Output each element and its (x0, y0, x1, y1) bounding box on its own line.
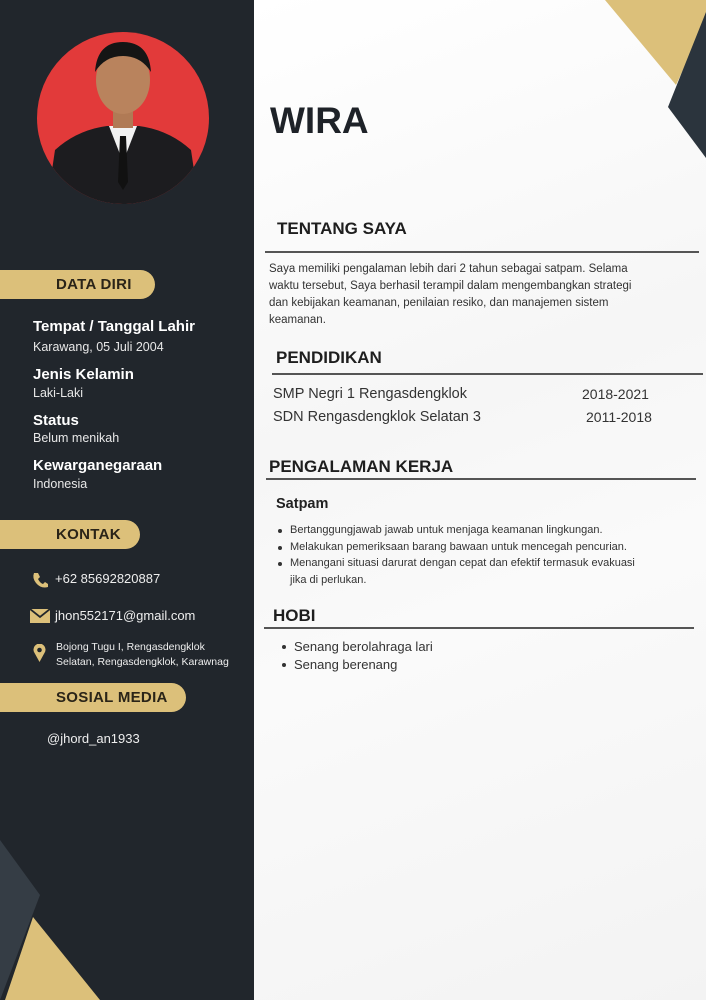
experience-heading: PENGALAMAN KERJA (269, 457, 454, 476)
hobby-item: Senang berenang (280, 656, 433, 674)
phone-icon (31, 571, 49, 589)
sosial-media-heading: SOSIAL MEDIA (0, 683, 186, 712)
divider (266, 478, 696, 480)
about-line: waktu tersebut, Saya berhasil terampil dalam mengembangkan strategi (269, 280, 632, 292)
phone-number[interactable]: +62 85692820887 (55, 571, 161, 586)
about-line: Saya memiliki pengalaman lebih dari 2 tahun sebagai satpam. Selama (269, 263, 628, 275)
education-years: 2018-2021 (582, 386, 649, 402)
person-name: WIRA (270, 100, 369, 141)
experience-item-continued: jika di perlukan. (290, 573, 367, 586)
gender-value: Laki-Laki (33, 386, 84, 400)
hobby-item: Senang berolahraga lari (280, 638, 433, 656)
education-heading: PENDIDIKAN (276, 348, 382, 367)
profile-photo (37, 32, 209, 204)
address-line: Selatan, Rengasdengklok, Karawnag (56, 656, 229, 668)
email-icon (30, 609, 50, 623)
citizenship-label: Kewarganegaraan (33, 457, 163, 474)
divider (264, 627, 694, 629)
about-text (269, 261, 631, 329)
divider (272, 373, 703, 375)
experience-list (276, 522, 635, 588)
social-handle[interactable]: @jhord_an1933 (47, 731, 140, 746)
data-diri-heading: DATA DIRI (0, 270, 155, 299)
experience-item: Melakukan pemeriksaan barang bawaan untuk mencegah pencurian. (276, 539, 635, 556)
hobbies-heading: HOBI (273, 606, 316, 625)
hobbies-list (280, 638, 433, 674)
address-line: Bojong Tugu I, Rengasdengklok (56, 641, 205, 653)
birth-label: Tempat / Tanggal Lahir (33, 318, 195, 335)
divider (265, 251, 699, 253)
education-years: 2011-2018 (586, 409, 652, 425)
education-school: SDN Rengasdengklok Selatan 3 (273, 409, 481, 425)
experience-item: Menangani situasi darurat dengan cepat dan efektif termasuk evakuasi (276, 555, 635, 572)
location-pin-icon (33, 644, 46, 662)
status-label: Status (33, 412, 79, 429)
experience-item: Bertanggungjawab jawab untuk menjaga keamanan lingkungan. (276, 522, 635, 539)
about-line: dan kebijakan keamanan, penilaian resiko, dan manajemen sistem (269, 297, 609, 309)
citizenship-value: Indonesia (33, 477, 88, 491)
about-line: keamanan. (269, 314, 326, 326)
job-role: Satpam (276, 496, 329, 512)
email-address[interactable]: jhon552171@gmail.com (55, 608, 196, 623)
birth-value: Karawang, 05 Juli 2004 (33, 340, 164, 354)
address (56, 640, 229, 670)
status-value: Belum menikah (33, 431, 120, 445)
education-school: SMP Negri 1 Rengasdengklok (273, 386, 467, 402)
gender-label: Jenis Kelamin (33, 366, 134, 383)
kontak-heading: KONTAK (0, 520, 140, 549)
about-heading: TENTANG SAYA (277, 219, 407, 238)
